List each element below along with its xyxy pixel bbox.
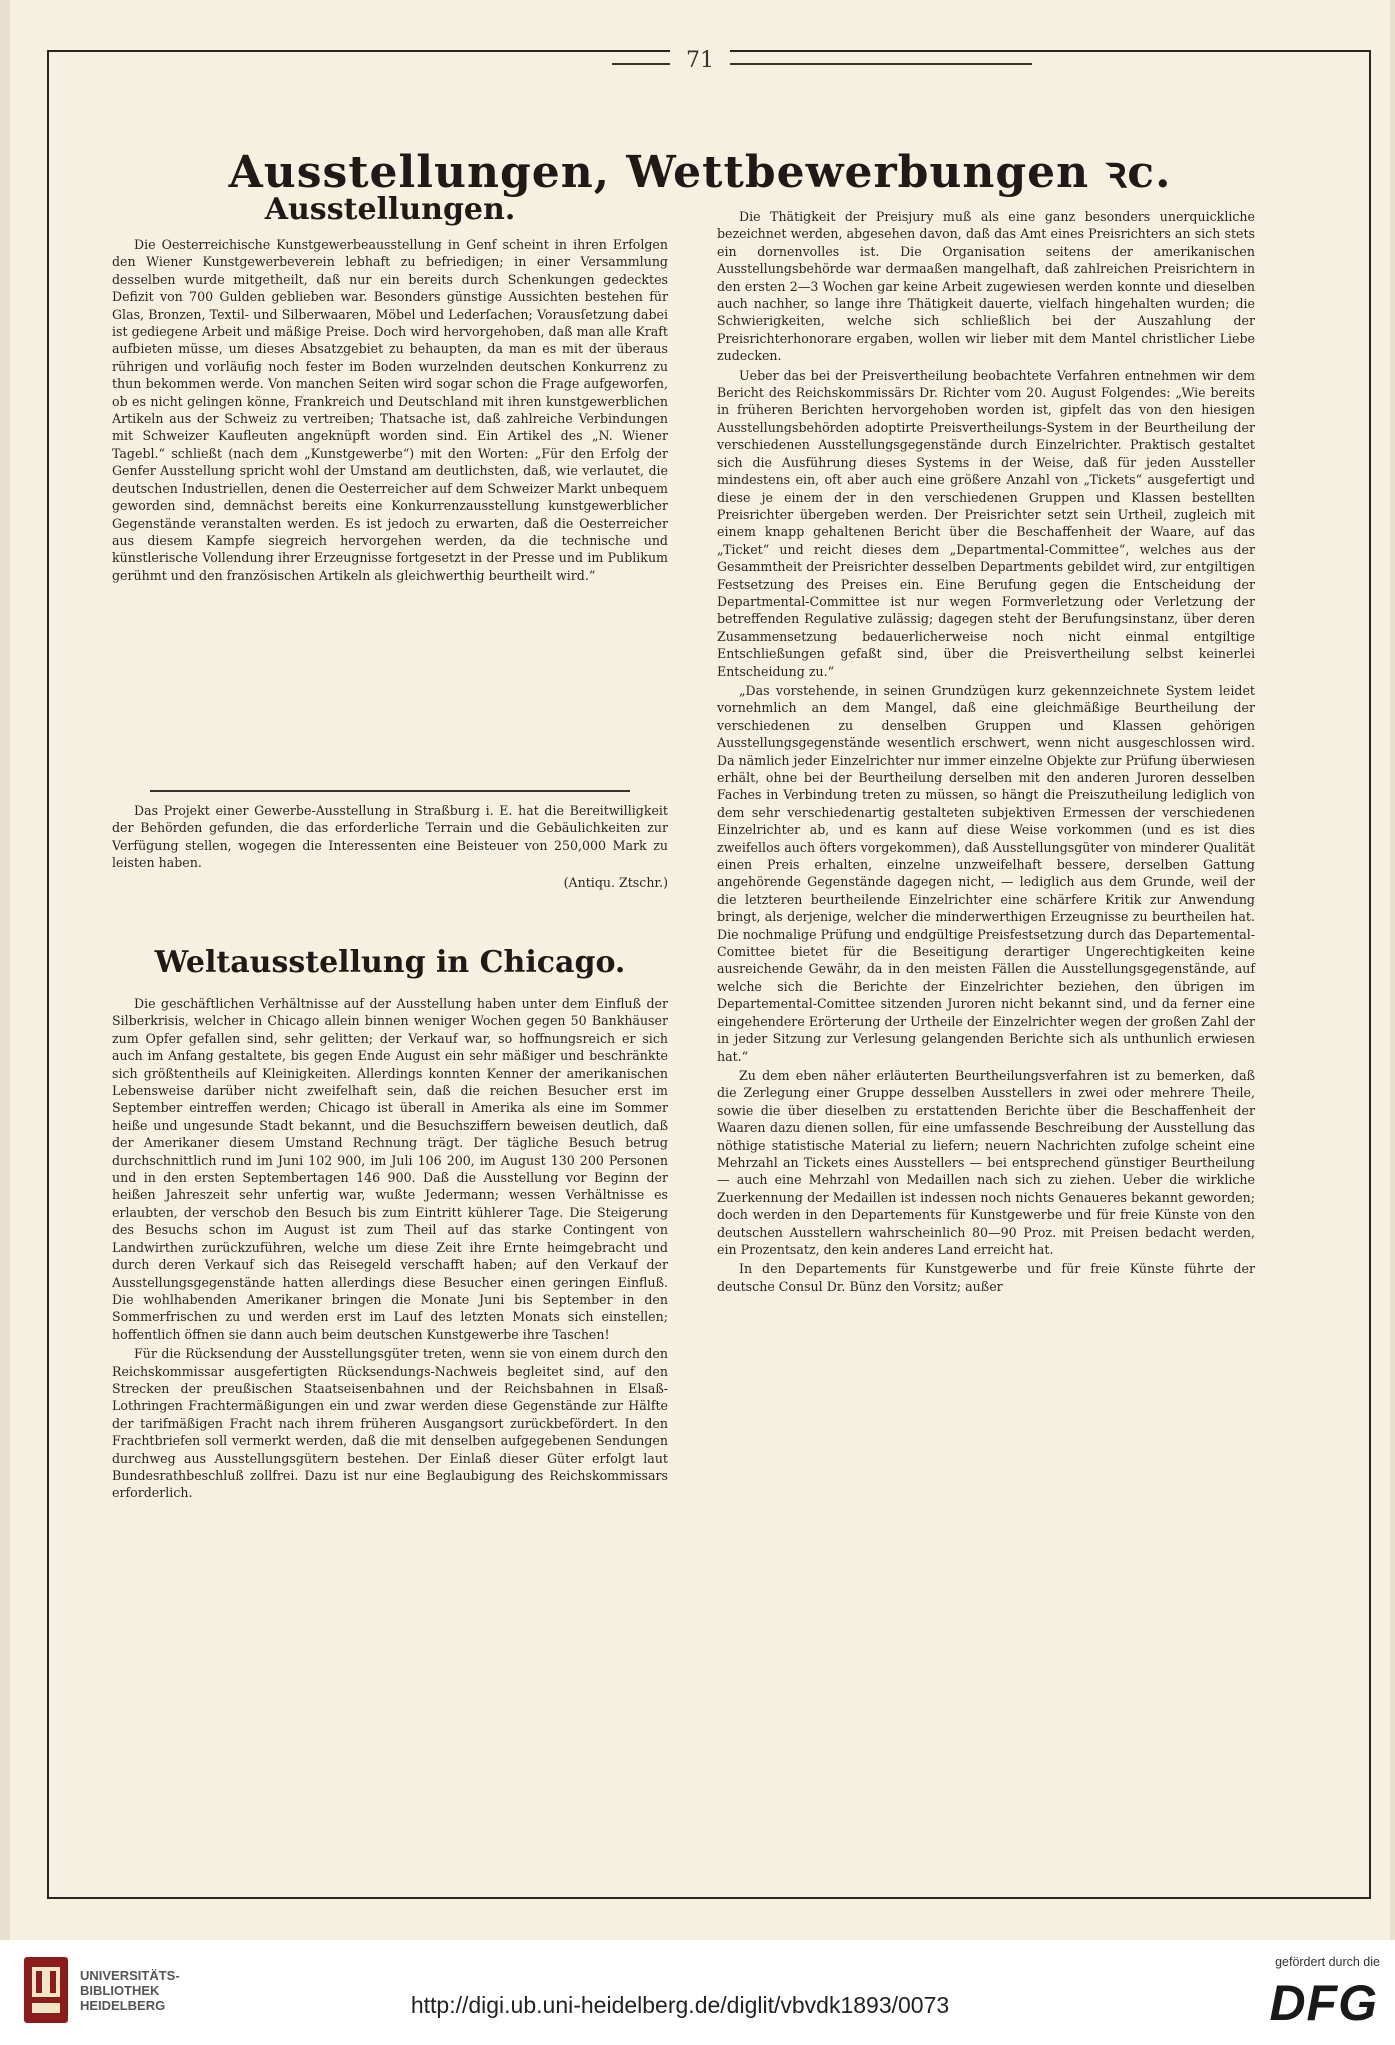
article-genf: Die Oesterreichische Kunstgewerbeausstellung in Genf scheint in ihren Erfolgen den Wiener Kunstgewerbeverein lebhaft zu befriedigen; in einer Versammlung desselben wurde mitgetheilt, daß nur ein bereits durch Schenkungen gedecktes Defizit von 700 Gulden geblieben war. Besonders günstige Aussichten bestehen für Glas, Bronzen, Textil- und Silberwaaren, Möbel und Lederſachen; Vorausſetzung dabei ist gediegene Arbeit und mäßige Preise. Doch wird hervorgehoben, daß man alle Kraft aufbieten müsse, um dieses Absatzgebiet zu behaupten, da man es mit der überaus rührigen und vorläufig noch fester im Boden wurzelnden deutschen Konkurrenz zu thun bekommen werde. Von manchen Seiten wird sogar schon die Frage aufgeworfen, ob es nicht gelingen könne, Frankreich und Deutschland mit ihren kunstgewerblichen Artikeln aus der Schweiz zu vertreiben; Thatsache ist, daß zahlreiche Verbindungen mit Schweizer Kaufleuten angeknüpft worden sind. Ein Artikel des „N. Wiener Tagebl.“ schließt (nach dem „Kunstgewerbe“) mit den Worten: „Für den Erfolg der Genfer Ausstellung spricht wohl der Umstand am deutlichsten, daß, wie verlautet, die deutschen Industriellen, denen die Oesterreicher auf dem Schweizer Markt unbequem geworden sind, demnächst bereits eine Konkurrenzausstellung kunstgewerblicher Gegenstände veranstalten werden. Es ist jedoch zu erwarten, daß die Oesterreicher aus diesem Kampfe siegreich hervorgehen werden, da die technische und künstlerische Vollendung ihrer Erzeugnisse fortgesetzt in der Presse und im Publikum gerühmt und den französischen Artikeln als gleichwerthig beurtheilt wird.“: [112, 237, 668, 583]
left-column-bottom: [112, 995, 668, 1504]
institution-line-3: HEIDELBERG: [80, 1998, 166, 2013]
left-column-middle: [112, 802, 668, 893]
article-chicago-return: Für die Rücksendung der Ausstellungsgüter treten, wenn sie von einem durch den Reichskommissar ausgefertigten Rücksendungs-Nachweis begleitet sind, auf den Strecken der preußischen Staatseisenbahnen und der Reichsbahnen in Elsaß-Lothringen Frachtermäßigungen ein und zwar werden diese Gegenstände zur Hälfte der tarifmäßigen Fracht nach ihrem früheren Ausgangsort zurückbefördert. In den Frachtbriefen soll vermerkt werden, daß die mit denselben aufgegebenen Sendungen durchweg aus Ausstellungsgütern bestehen. Der Einlaß dieser Güter erfolgt laut Bundesrathbeschluß zollfrei. Dazu ist nur eine Beglaubigung des Reichskommissars erforderlich.: [112, 1346, 668, 1501]
article-medals: Zu dem eben näher erläuterten Beurtheilungsverfahren ist zu bemerken, daß die Zerlegung einer Gruppe desselben Ausstellers in zwei oder mehrere Theile, sowie die über dieselben zu erstattenden Berichte über die Beschaffenheit der Waaren dazu dienen sollen, für eine umfassende Beschreibung der Ausstellung das nöthige statistische Material zu liefern; neuern Nachrichten zufolge scheint eine Mehrzahl an Tickets eines Ausstellers — bei entsprechend günstiger Beurtheilung — auch eine Mehrzahl von Medaillen nach sich zu ziehen. Ueber die wirkliche Zuerkennung der Medaillen ist indessen noch nichts Genaueres bekannt geworden; doch werden in den Departements für Kunstgewerbe und für freie Künste von den deutschen Ausstellern wahrscheinlich 80—90 Proz. mit Preisen bedacht werden, ein Prozentsatz, den kein anderes Land erreicht hat.: [717, 1067, 1255, 1257]
article-jury: Die Thätigkeit der Preisjury muß als eine ganz besonders unerquickliche bezeichnet werden, abgesehen davon, daß das Amt eines Preisrichters an sich stets ein dornenvolles ist. Die Organisation seitens der amerikanischen Ausstellungsbehörde war dermaaßen mangelhaft, daß zahlreichen Preisrichtern in den ersten 2—3 Wochen gar keine Arbeit zugewiesen werden konnte und dieselben auch nachher, so lange ihre Thätigkeit dauerte, vielfach hingehalten wurden; die Schwierigkeiten, welche sich schließlich bei der Auszahlung der Preisrichterhonorare ergaben, wollen wir lieber mit dem Mantel christlicher Liebe zudecken.: [717, 209, 1255, 364]
digitization-footer: [0, 1940, 1395, 2045]
heading-ausstellungen: Ausstellungen.: [264, 192, 516, 227]
article-system: „Das vorstehende, in seinen Grundzügen kurz gekennzeichnete System leidet vornehmlich an dem Mangel, daß eine gleichmäßige Beurtheilung der verschiedenen zu denselben Gruppen und Klassen gehörigen Ausstellungsgegenstände wesentlich erschwert, wenn nicht ausgeschlossen wird. Da nämlich jeder Einzelrichter nur immer einzelne Objekte zur Prüfung überwiesen erhält, ohne bei der Beurtheilung derselben mit den anderen Juroren desselben Faches in Verbindung treten zu müssen, so hängt die Preiszutheilung lediglich von dem sehr verschiedenartig gestalteten subjektiven Ermessen der verschiedenen Einzelrichter ab, und es kann auf diese Weise vorkommen (und es ist dies zweifellos auch öfters vorgekommen), daß Ausstellungsgüter von minderer Qualität einen Preis erhalten, einzelne unzweifelhaft bessere, derselben Gattung angehörende Gegenstände dagegen nicht, — lediglich aus dem Grunde, weil der die letzteren beurtheilende Einzelrichter eine schärfere Kritik zur Anwendung bringt, als derjenige, welcher die minderwerthigen Erzeugnisse zu beurtheilen hat. Die nochmalige Prüfung und endgültige Preisfestsetzung durch das Departemental-Comittee bietet für die Beseitigung derartiger Ungerechtigkeiten keine ausreichende Gewähr, da in den meisten Fällen die Ausstellungsgegenstände, auf welche sich die Berichte der Einzelrichter beziehen, den übrigen im Departemental-Comittee sitzenden Juroren nicht bekannt sind, und da ferner eine eingehendere Erörterung der Urtheile der Einzelrichter wegen der großen Zahl der in jeder Sitzung zur Verlesung gelangenden Berichte sich als unthunlich erwiesen hat.“: [717, 682, 1255, 1064]
right-column: [717, 208, 1255, 1297]
institution-line-2: BIBLIOTHEK: [80, 1983, 160, 1998]
dfg-logo: DFG: [1269, 1975, 1378, 2031]
digital-copy-url[interactable]: http://digi.ub.uni-heidelberg.de/diglit/vbvdk1893/0073: [410, 1992, 950, 2018]
left-column-top: [112, 236, 668, 586]
heading-chicago: Weltausstellung in Chicago.: [154, 945, 626, 980]
article-strassburg: Das Projekt einer Gewerbe-Ausstellung in Straßburg i. E. hat die Bereitwilligkeit der Behörden gefunden, die das erforderliche Terrain und die Gebäulichkeiten zur Verfügung stellen, wogegen die Interessenten eine Beisteuer von 250,000 Mark zu leisten haben.: [112, 803, 668, 871]
article-chair: In den Departements für Kunstgewerbe und für freie Künste führte der deutsche Consul Dr. Bünz den Vorsitz; außer: [717, 1261, 1255, 1294]
article-source: (Antiqu. Ztschr.): [563, 874, 668, 890]
article-report: Ueber das bei der Preisvertheilung beobachtete Verfahren entnehmen wir dem Bericht des Reichskommissärs Dr. Richter vom 20. August Folgendes: „Wie bereits in früheren Berichten hervorgehoben worden ist, gipfelt das von den hiesigen Ausstellungsbehörden adoptirte Preisvertheilungs-System in der Beurtheilung der verschiedenen Ausstellungsgegenstände durch Einzelrichter. Praktisch gestaltet sich die Ausführung dieses Systems in der Weise, daß für jeden Aussteller mindestens ein, oft aber auch eine größere Anzahl von „Tickets“ ausgefertigt und diese je einem der in den verschiedenen Gruppen und Klassen bestellten Preisrichter übergeben werden. Der Preisrichter setzt sein Urtheil, zugleich mit einem knapp gehaltenen Bericht über die Beschaffenheit der Waare, auf das „Ticket“ und reicht dieses dem „Departmental-Committee“, welches aus der Gesammtheit der Preisrichter desselben Departments gebildet wird, zur entgiltigen Festsetzung des Preises ein. Eine Berufung gegen die Entscheidung der Departmental-Committee ist nur wegen Formverletzung oder Verletzung der betreffenden Regulative zulässig; dagegen steht der Berufungsinstanz, über deren Zusammensetzung bedauerlicherweise noch nicht einmal entgiltige Entschließungen gefaßt sind, über die Preisvertheilung selbst keinerlei Entscheidung zu.“: [717, 367, 1255, 679]
article-chicago-business: Die geschäftlichen Verhältnisse auf der Ausstellung haben unter dem Einfluß der Silberkrisis, welcher in Chicago allein binnen weniger Wochen gegen 50 Bankhäuser zum Opfer gefallen sind, sehr gelitten; der Verkauf war, so hoffnungsreich er sich auch im Anfang gestaltete, bis gegen Ende August ein sehr mäßiger und beschränkte sich größtentheils auf Kleinigkeiten. Allerdings konnten Kenner der amerikanischen Lebensweise darüber nicht zweifelhaft sein, daß die reichen Besucher erst im September eintreffen werden; Chicago ist überall in Amerika als eine im Sommer heiße und ungesunde Stadt bekannt, und die Besuchsziffern beweisen deutlich, daß der Amerikaner diesem Umstand Rechnung trägt. Der tägliche Besuch betrug durchschnittlich rund im Juni 102 900, im Juli 106 200, im August 130 200 Personen und in den ersten Septembertagen 146 900. Daß die Ausstellung vor Beginn der heißen Jahreszeit sehr unfertig war, wußte Jedermann; wessen Verhältnisse es erlaubten, der verschob den Besuch bis zum Eintritt kühlerer Tage. Die Steigerung des Besuchs schon im August ist zum Theil auf das starke Contingent von Landwirthen zurückzuführen, welche um diese Zeit ihre Ernte heimgebracht und durch deren Verkauf sich das Reisegeld verschafft haben; auf den Verkauf der Ausstellungsgegenstände hatten allerdings diese Besucher einen geringen Einfluß. Die wohlhabenden Amerikaner bringen die Monate Juni bis September in den Sommerfrischen zu und werden erst im Lauf des letzten Monats sich einstellen; hoffentlich öffnen sie dann auch beim deutschen Kunstgewerbe ihre Taschen!: [112, 996, 668, 1342]
article-separator: [150, 790, 630, 792]
institution-line-1: UNIVERSITÄTS-: [80, 1968, 180, 1983]
section-masthead: Ausstellungen, Wettbewerbungen ꝛc.: [228, 147, 1172, 198]
university-seal-icon: [22, 1955, 70, 2025]
funding-note: gefördert durch die: [1275, 1955, 1380, 1969]
page-number: 71: [670, 48, 730, 73]
university-library-name: [80, 1968, 180, 2013]
